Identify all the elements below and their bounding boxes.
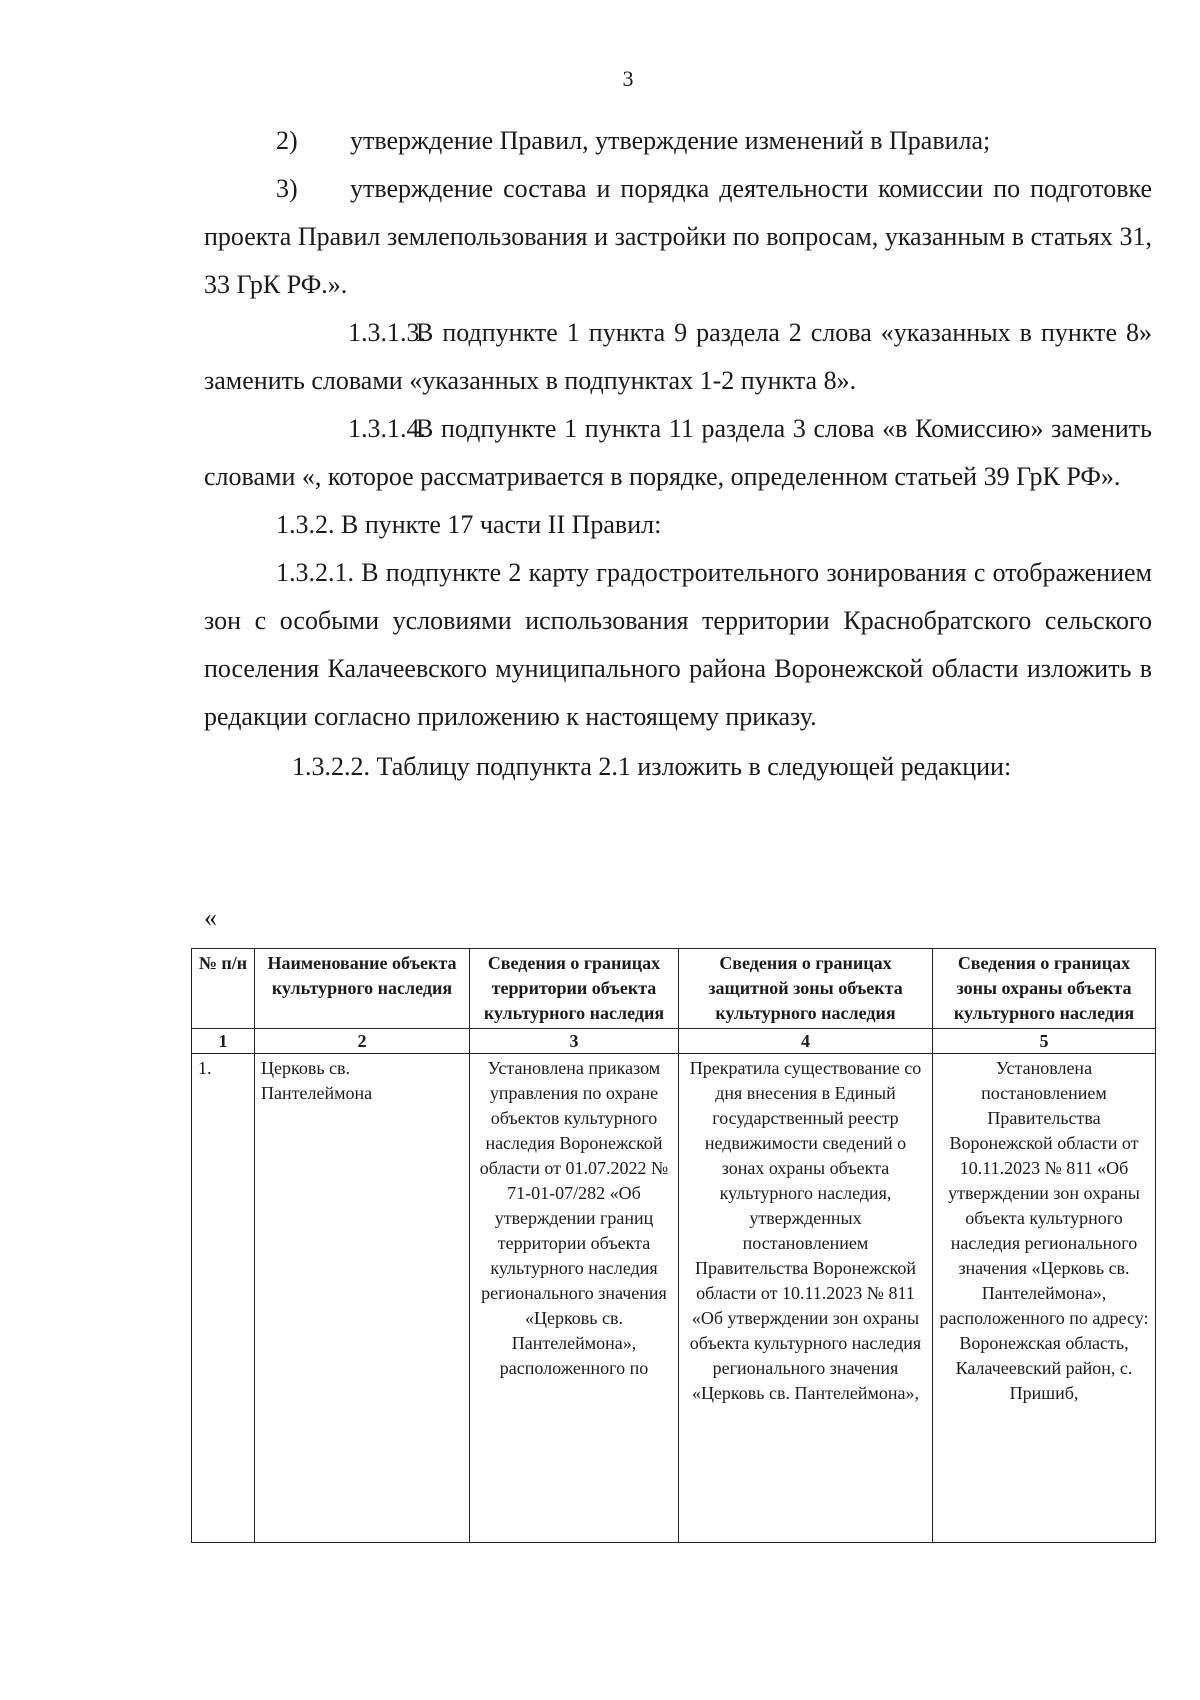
item-number: 1.3.1.4. — [348, 414, 426, 443]
cell-text: Церковь св. Пантелеймона — [261, 1058, 373, 1103]
header-number: № п/н — [192, 949, 255, 1029]
item-number: 2) — [276, 126, 298, 155]
cell-text: 1. — [198, 1058, 212, 1078]
column-number: 5 — [933, 1029, 1156, 1054]
column-number: 2 — [255, 1029, 470, 1054]
column-number-row — [192, 1029, 1156, 1054]
header-protective-zone-boundaries: Сведения о границах защитной зоны объекта культурного наследия — [679, 949, 933, 1029]
paragraph-1-3-2-1: 1.3.2.1. В подпункте 2 карту градостроительного зонирования с отображением зон с особыми условиями использования территории Краснобратского сельского поселения Калачеевского муниципального района Воронежской области изложить в редакции согласно приложению к настоящему приказу. — [204, 558, 1152, 731]
opening-quote-mark: « — [204, 903, 217, 932]
protective-zone-cell — [679, 1054, 933, 1543]
item-text: В подпункте 1 пункта 11 раздела 3 слова «в Комиссию» заменить словами «, которое рассматривается в порядке, определенном статьей 39 ГрК РФ». — [204, 414, 1152, 491]
header-object-name: Наименование объекта культурного наследия — [255, 949, 470, 1029]
document-body — [204, 117, 1152, 791]
row-number — [192, 1054, 255, 1543]
item-text: В подпункте 1 пункта 9 раздела 2 слова «указанных в пункте 8» заменить словами «указанных в подпунктах 1-2 пункта 8». — [204, 318, 1152, 395]
header-territory-boundaries: Сведения о границах территории объекта культурного наследия — [470, 949, 679, 1029]
item-number: 3) — [276, 174, 298, 203]
table-row — [192, 1054, 1156, 1543]
item-text: утверждение состава и порядка деятельности комиссии по подготовке проекта Правил землепользования и застройки по вопросам, указанным в статьях 31, 33 ГрК РФ.». — [204, 174, 1152, 299]
paragraph-item-2 — [204, 117, 1152, 165]
column-number: 4 — [679, 1029, 933, 1054]
header-protection-zone-boundaries: Сведения о границах зоны охраны объекта культурного наследия — [933, 949, 1156, 1029]
paragraph-1-3-2: 1.3.2. В пункте 17 части II Правил: — [276, 510, 662, 539]
paragraph-item-3 — [204, 165, 1152, 309]
column-number: 3 — [470, 1029, 679, 1054]
cell-text: Установлена приказом управления по охране объектов культурного наследия Воронежской области от 01.07.2022 № 71-01-07/282 «Об утверждении границ территории объекта культурного наследия регионального значения «Церковь св. Пантелеймона», расположенного по — [479, 1058, 669, 1378]
item-number: 1.3.1.3. — [348, 318, 426, 347]
paragraph-1-3-2-2: 1.3.2.2. Таблицу подпункта 2.1 изложить в следующей редакции: — [292, 752, 1012, 781]
cell-text: Установлена постановлением Правительства Воронежской области от 10.11.2023 № 811 «Об утверждении зон охраны объекта культурного наследия регионального значения «Церковь св. Пантелеймона», расположенного по адресу: Воронежская область, Калачеевский район, с. Пришиб, — [939, 1058, 1149, 1403]
territory-cell — [470, 1054, 679, 1543]
paragraph-1-3-1-4 — [204, 405, 1152, 501]
table-header-row — [192, 949, 1156, 1029]
item-text: утверждение Правил, утверждение изменений в Правила; — [350, 126, 991, 155]
paragraph-1-3-1-3 — [204, 309, 1152, 405]
heritage-table — [191, 948, 1156, 1543]
protection-zone-cell — [933, 1054, 1156, 1543]
page-number: 3 — [622, 66, 634, 91]
column-number: 1 — [192, 1029, 255, 1054]
cell-text: Прекратила существование со дня внесения в Единый государственный реестр недвижимости сведений о зонах охраны объекта культурного наследия, утвержденных постановлением Правительства Воронежской области от 10.11.2023 № 811 «Об утверждении зон охраны объекта культурного наследия регионального значения «Церковь св. Пантелеймона», — [689, 1058, 922, 1403]
object-name-cell — [255, 1054, 470, 1543]
